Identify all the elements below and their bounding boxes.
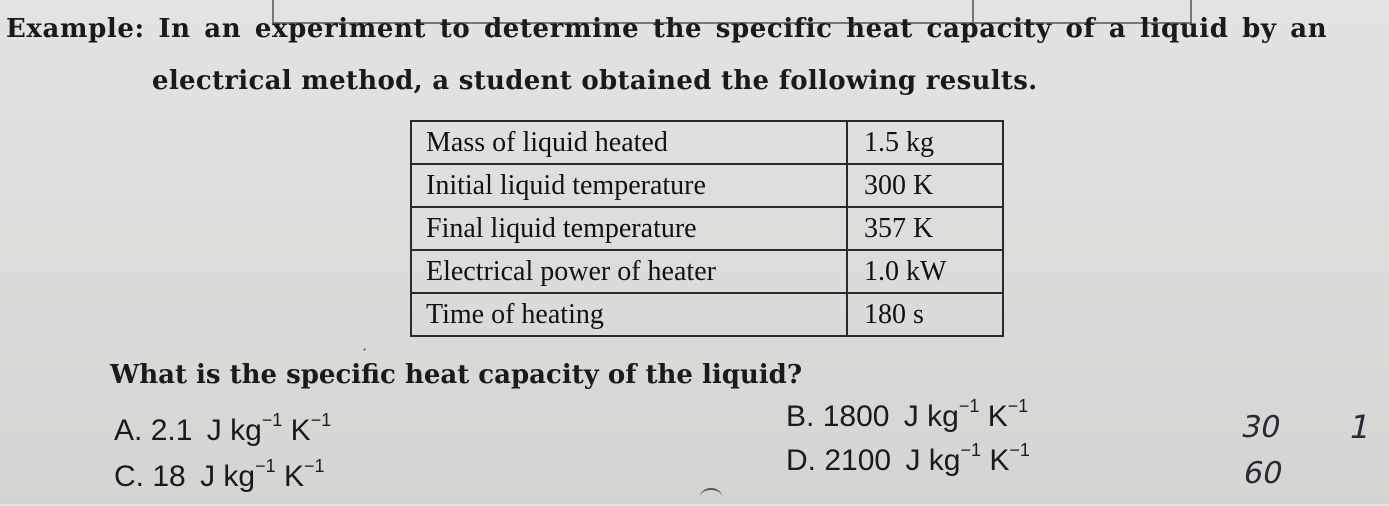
unit-j: J — [200, 460, 216, 493]
option-b — [786, 396, 1028, 434]
row-value: 1.0 kW — [847, 250, 1003, 293]
option-letter: D. — [786, 444, 816, 477]
handwritten-note: 60 — [1240, 456, 1286, 491]
unit-kg: kg — [928, 444, 961, 477]
unit-k: K — [989, 444, 1010, 477]
table-row — [411, 250, 1003, 293]
row-label: Mass of liquid heated — [411, 121, 847, 164]
row-value: 300 K — [847, 164, 1003, 207]
example-text-line-2: electrical method, a student obtained the following results. — [152, 66, 1038, 96]
option-value: 2.1 — [150, 414, 193, 447]
unit-kg: kg — [223, 460, 256, 493]
question-text: What is the specific heat capacity of the liquid? — [110, 360, 803, 390]
option-value: 1800 — [822, 400, 890, 433]
table-row — [411, 293, 1003, 336]
unit-j: J — [903, 400, 919, 433]
table-row — [411, 121, 1003, 164]
row-value: 1.5 kg — [847, 121, 1003, 164]
unit-j: J — [905, 444, 921, 477]
unit-exponent: −1 — [310, 410, 332, 430]
unit-k: K — [283, 460, 304, 493]
table-row — [411, 164, 1003, 207]
table-row — [411, 207, 1003, 250]
unit-exponent: −1 — [958, 396, 980, 416]
option-a — [114, 410, 331, 448]
option-letter: A. — [114, 414, 143, 447]
option-value: 18 — [152, 460, 186, 493]
handwritten-note: 1 — [1345, 408, 1375, 446]
option-d — [786, 440, 1030, 478]
unit-k: K — [987, 400, 1008, 433]
row-label: Initial liquid temperature — [411, 164, 847, 207]
unit-j: J — [206, 414, 222, 447]
handwritten-note: 30 — [1238, 410, 1284, 445]
unit-k: K — [290, 414, 311, 447]
row-value: 357 K — [847, 207, 1003, 250]
unit-exponent: −1 — [1009, 440, 1030, 460]
stray-mark: · — [362, 340, 368, 359]
option-letter: C. — [114, 460, 144, 493]
results-table — [410, 120, 1004, 337]
row-value: 180 s — [847, 293, 1003, 336]
row-label: Final liquid temperature — [411, 207, 847, 250]
stray-arc-mark — [700, 488, 722, 506]
option-c — [114, 456, 325, 494]
unit-kg: kg — [927, 400, 959, 433]
row-label: Time of heating — [411, 293, 847, 336]
unit-exponent: −1 — [261, 410, 283, 430]
example-text-line-1: Example: In an experiment to determine the specific heat capacity of a liquid by an — [6, 14, 1328, 44]
unit-exponent: −1 — [303, 456, 325, 476]
unit-exponent: −1 — [1007, 396, 1029, 416]
unit-kg: kg — [230, 414, 262, 447]
unit-exponent: −1 — [255, 456, 276, 476]
row-label: Electrical power of heater — [411, 250, 847, 293]
option-letter: B. — [786, 400, 815, 433]
unit-exponent: −1 — [960, 440, 981, 460]
option-value: 2100 — [824, 444, 892, 477]
